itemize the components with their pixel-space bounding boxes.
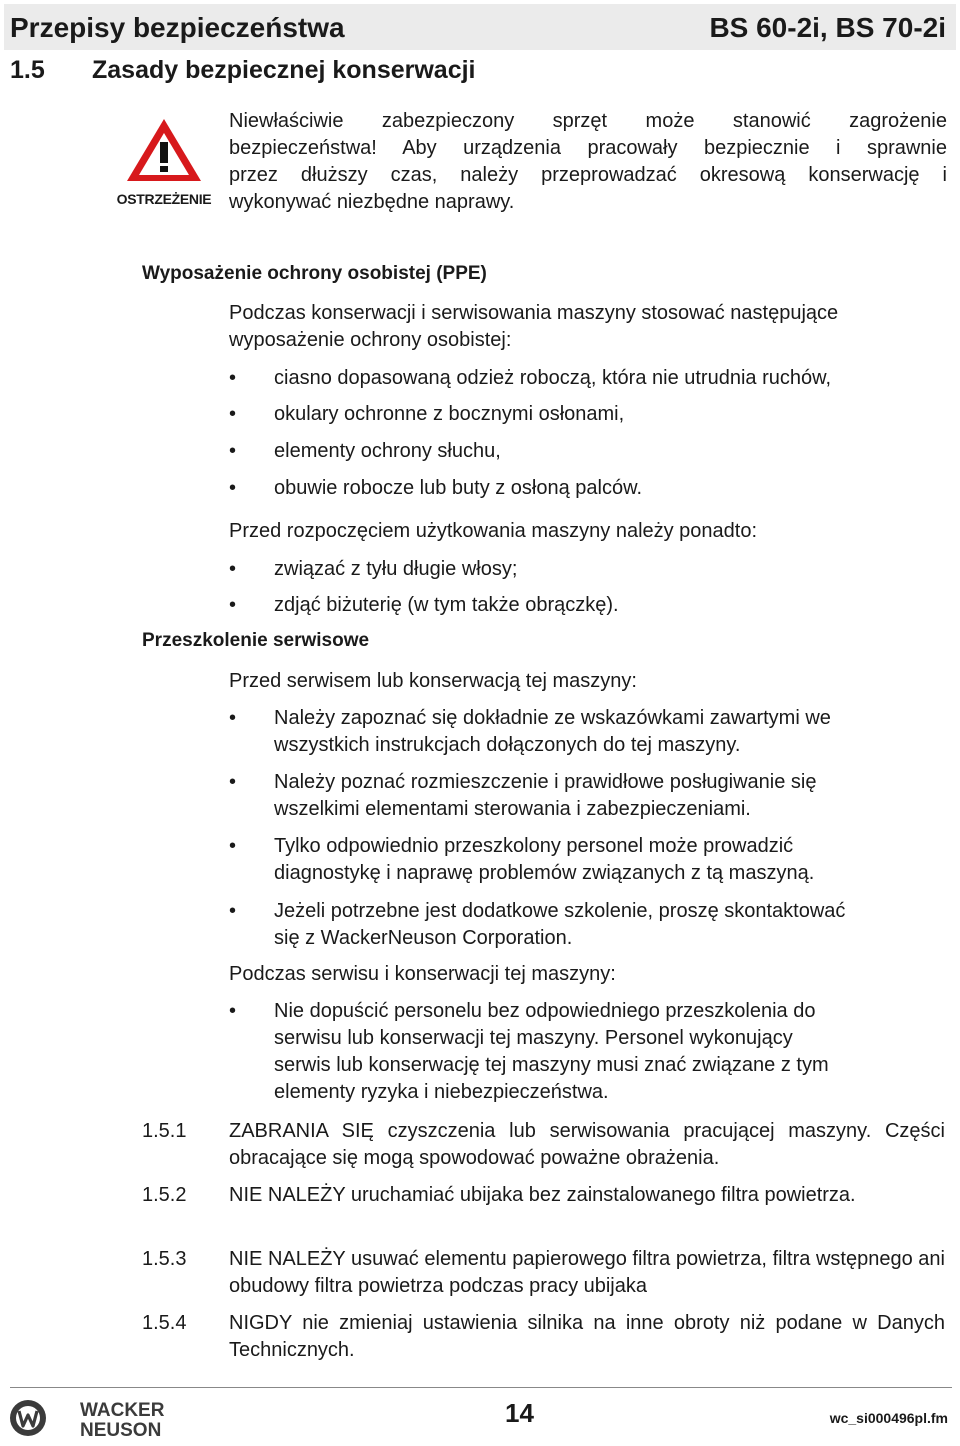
rule-text: ZABRANIA SIĘ czyszczenia lub serwisowania pracującej maszyny. Części obracające się mogą spowodować poważne obrażenia. bbox=[229, 1120, 945, 1169]
bullet: • bbox=[229, 558, 237, 580]
warning-line: przez dłuższy czas, należy przeprowadzać okresową konserwację i bbox=[229, 164, 947, 186]
chapter-title: Przepisy bezpieczeństwa bbox=[10, 12, 345, 43]
rule-number: 1.5.3 bbox=[142, 1248, 187, 1270]
section-heading bbox=[10, 56, 476, 85]
during-text: Podczas serwisu i konserwacji tej maszyny: bbox=[229, 963, 616, 985]
during-item-line: Nie dopuścić personelu bez odpowiedniego przeszkolenia do bbox=[274, 1000, 816, 1022]
warning-line: Niewłaściwie zabezpieczony sprzęt może stanowić zagrożenie bbox=[229, 110, 947, 132]
ppe-item: ciasno dopasowaną odzież roboczą, która nie utrudnia ruchów, bbox=[274, 367, 832, 389]
training-item bbox=[274, 705, 954, 759]
bullet: • bbox=[229, 440, 237, 462]
training-item-line: wszystkich instrukcjach dołączonych do tej maszyny. bbox=[274, 734, 741, 756]
bullet: • bbox=[229, 594, 237, 616]
training-item bbox=[274, 769, 954, 823]
rule-number: 1.5.1 bbox=[142, 1120, 187, 1142]
ppe-heading: Wyposażenie ochrony osobistej (PPE) bbox=[142, 263, 487, 284]
warning-text bbox=[229, 108, 947, 216]
company-logo bbox=[8, 1396, 188, 1445]
training-item-line: wszelkimi elementami sterowania i zabezpieczeniami. bbox=[274, 798, 751, 820]
section-number: 1.5 bbox=[10, 56, 45, 84]
training-item-line: diagnostykę i naprawę problemów związanych z tą maszyną. bbox=[274, 862, 815, 884]
warning-line: bezpieczeństwa! Aby urządzenia pracowały bezpiecznie i sprawnie bbox=[229, 137, 947, 159]
rule-number: 1.5.4 bbox=[142, 1312, 187, 1334]
training-item-line: Należy zapoznać się dokładnie ze wskazówkami zawartymi we bbox=[274, 707, 831, 729]
before-use-item: zdjąć biżuterię (w tym także obrączkę). bbox=[274, 594, 619, 616]
footer-divider bbox=[10, 1387, 952, 1388]
rule-number: 1.5.2 bbox=[142, 1184, 187, 1206]
ppe-intro-line: Podczas konserwacji i serwisowania maszyny stosować następujące bbox=[229, 302, 839, 324]
model-title: BS 60-2i, BS 70-2i bbox=[709, 12, 946, 43]
logo-text-bottom: NEUSON bbox=[80, 1420, 162, 1440]
ppe-item: obuwie robocze lub buty z osłoną palców. bbox=[274, 477, 643, 499]
rule-text: NIE NALEŻY usuwać elementu papierowego filtra powietrza, filtra wstępnego ani obudowy filtra powietrza podczas pracy ubijaka bbox=[229, 1248, 945, 1297]
ppe-item: elementy ochrony słuchu, bbox=[274, 440, 501, 462]
section-title: Zasady bezpiecznej konserwacji bbox=[92, 56, 476, 84]
bullet: • bbox=[229, 403, 237, 425]
bullet: • bbox=[229, 707, 237, 729]
wacker-neuson-logo-icon bbox=[8, 1396, 188, 1440]
rule-text: NIGDY nie zmieniaj ustawienia silnika na inne obroty niż podane w Danych Technicznych. bbox=[229, 1312, 945, 1361]
warning-line: wykonywać niezbędne naprawy. bbox=[229, 191, 515, 213]
page-number: 14 bbox=[505, 1398, 534, 1428]
before-use-text: Przed rozpoczęciem użytkowania maszyny należy ponadto: bbox=[229, 520, 758, 542]
training-heading: Przeszkolenie serwisowe bbox=[142, 630, 370, 651]
training-item-line: Tylko odpowiednio przeszkolony personel może prowadzić bbox=[274, 835, 794, 857]
during-item bbox=[274, 998, 954, 1106]
bullet: • bbox=[229, 367, 237, 389]
logo-text-top: WACKER bbox=[80, 1400, 165, 1421]
training-item-line: się z WackerNeuson Corporation. bbox=[274, 927, 573, 949]
file-name: wc_si000496pl.fm bbox=[829, 1410, 948, 1426]
training-item bbox=[274, 898, 954, 952]
ppe-intro-line: wyposażenie ochrony osobistej: bbox=[229, 329, 512, 351]
during-item-line: serwis lub konserwację tej maszyny musi znać związane z tym bbox=[274, 1054, 829, 1076]
page-header bbox=[4, 4, 956, 50]
warning-triangle-icon bbox=[124, 116, 204, 184]
ppe-item: okulary ochronne z bocznymi osłonami, bbox=[274, 403, 625, 425]
training-item-line: Jeżeli potrzebne jest dodatkowe szkolenie, proszę skontaktować bbox=[274, 900, 846, 922]
rule-text: NIE NALEŻY uruchamiać ubijaka bez zainstalowanego filtra powietrza. bbox=[229, 1184, 856, 1206]
bullet: • bbox=[229, 900, 237, 922]
warning-label: OSTRZEŻENIE bbox=[116, 191, 212, 207]
training-intro: Przed serwisem lub konserwacją tej maszyny: bbox=[229, 670, 637, 692]
bullet: • bbox=[229, 771, 237, 793]
bullet: • bbox=[229, 1000, 237, 1022]
bullet: • bbox=[229, 477, 237, 499]
during-item-line: elementy ryzyka i niebezpieczeństwa. bbox=[274, 1081, 609, 1103]
warning-block bbox=[116, 116, 212, 207]
bullet: • bbox=[229, 835, 237, 857]
before-use-item: związać z tyłu długie włosy; bbox=[274, 558, 518, 580]
training-item bbox=[274, 833, 954, 887]
ppe-intro bbox=[229, 300, 838, 354]
training-item-line: Należy poznać rozmieszczenie i prawidłowe posługiwanie się bbox=[274, 771, 817, 793]
during-item-line: serwisu lub konserwacji tej maszyny. Personel wykonujący bbox=[274, 1027, 793, 1049]
